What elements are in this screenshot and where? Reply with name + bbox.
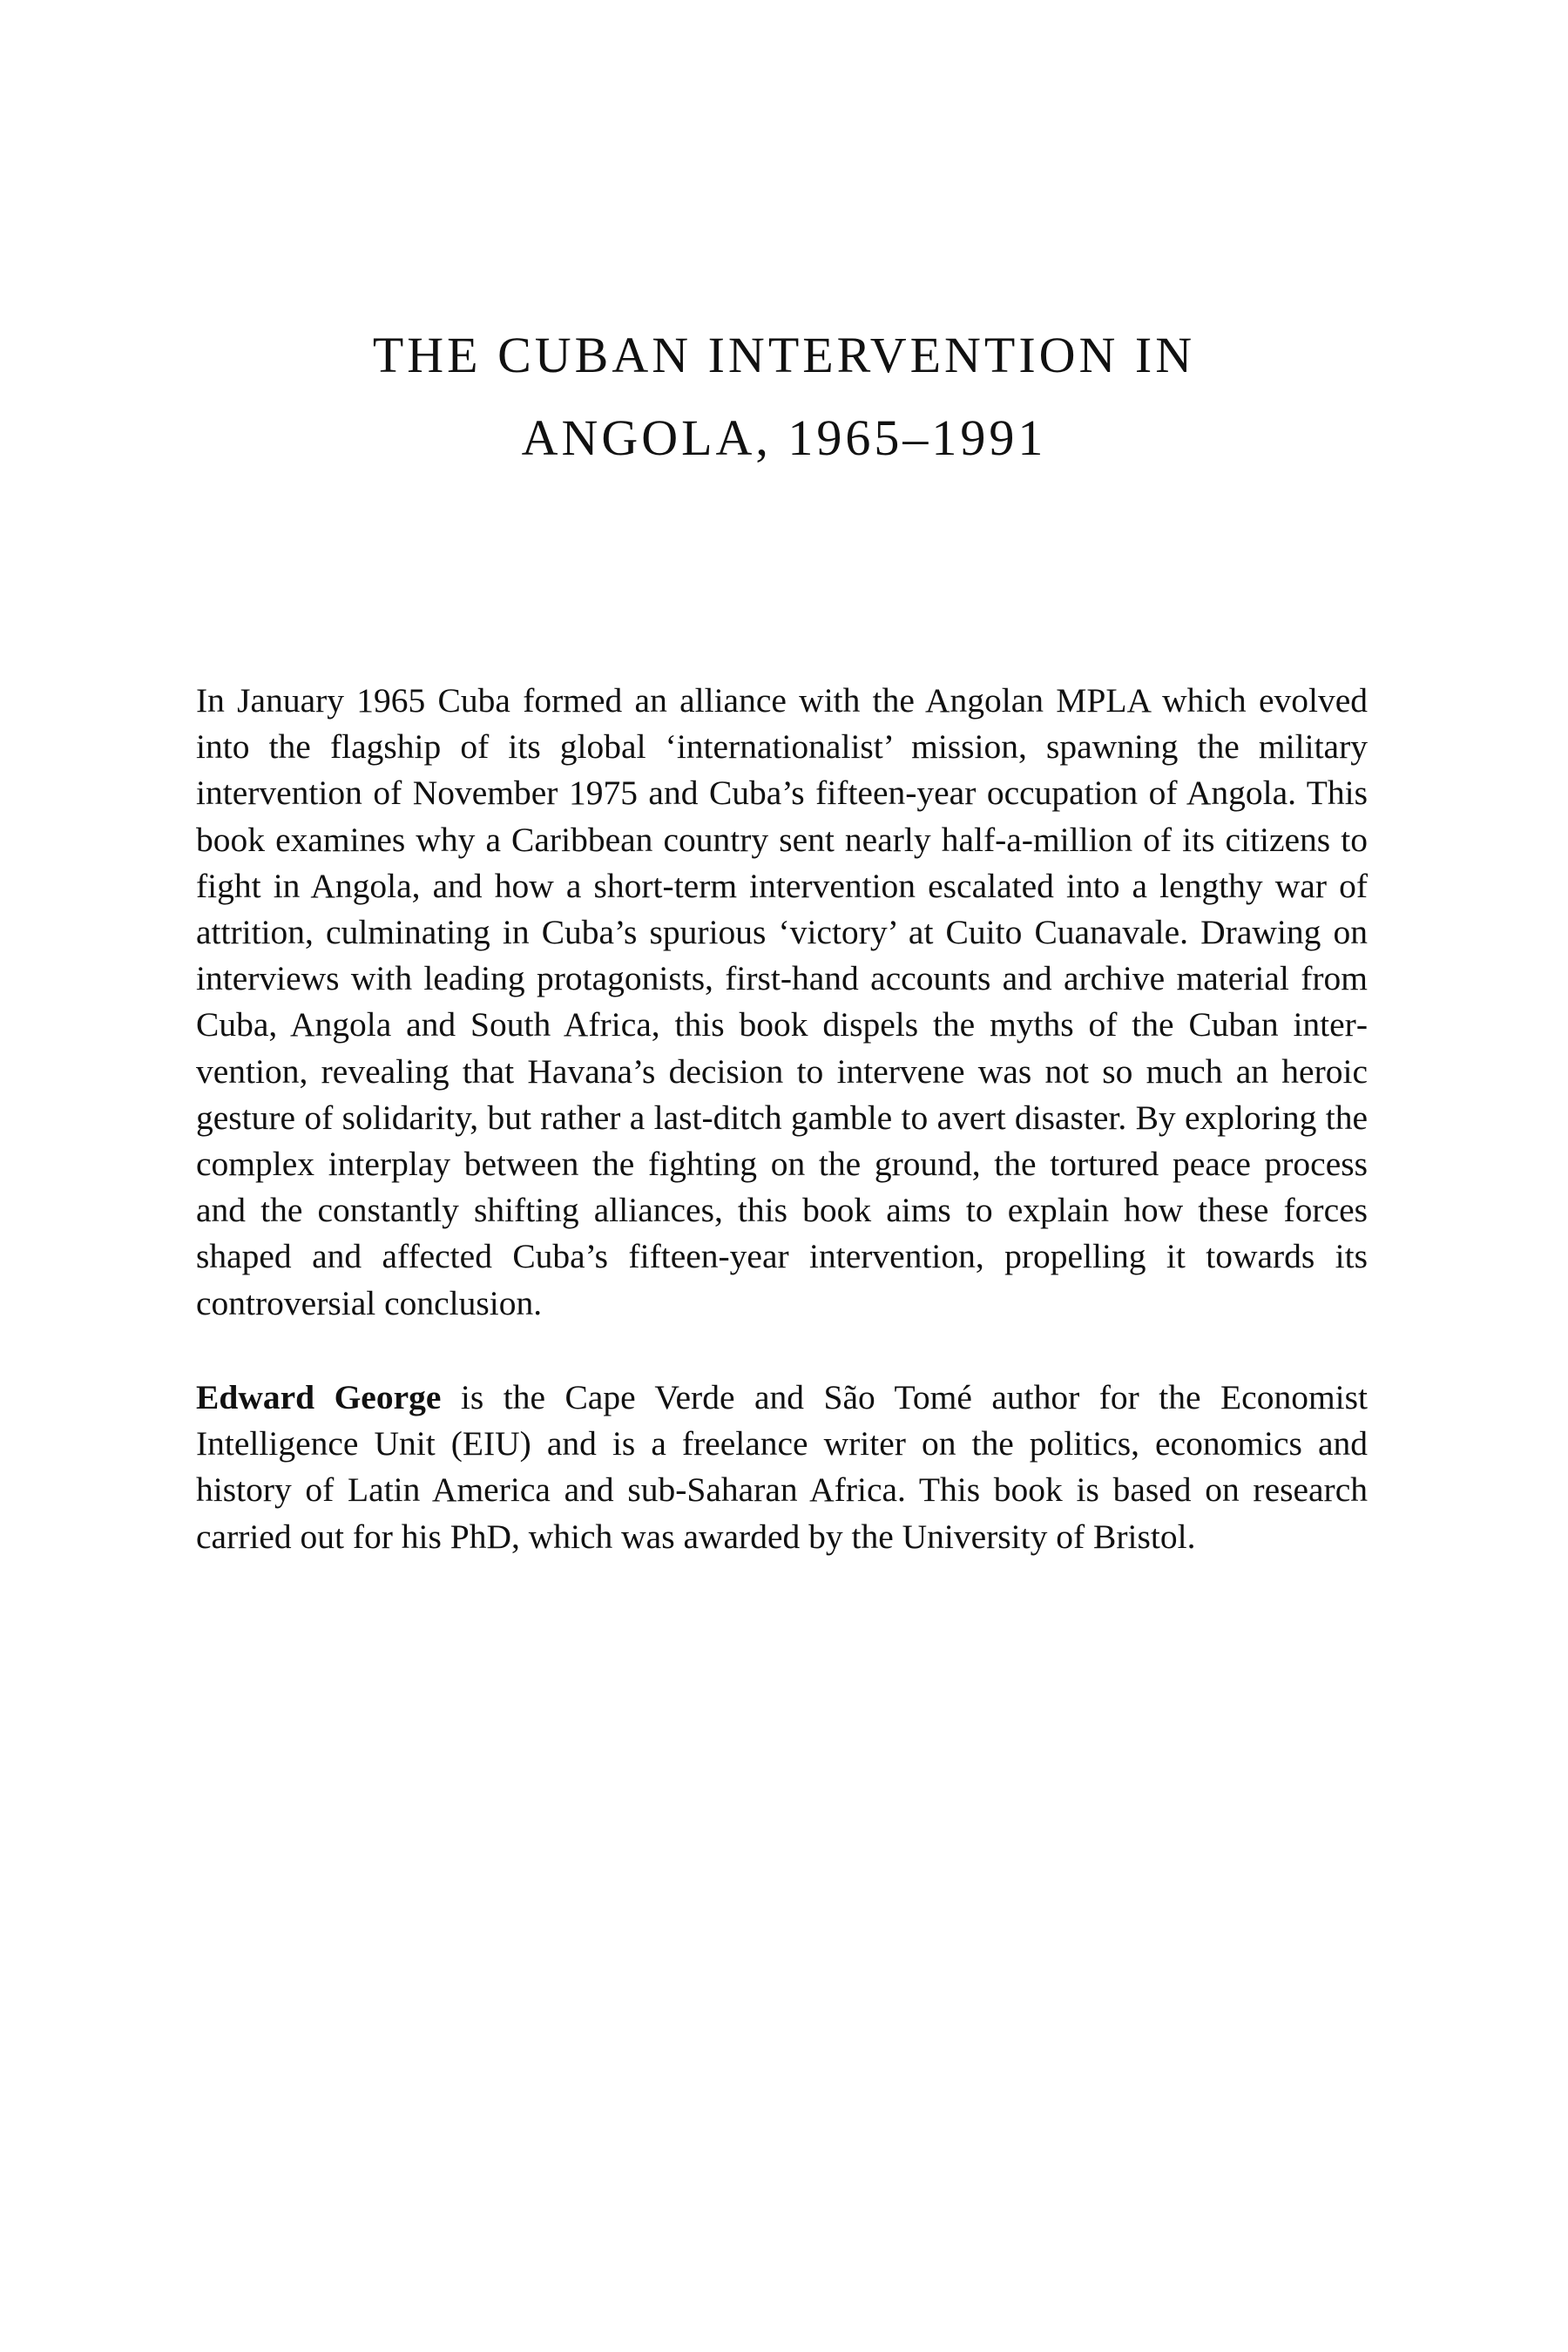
title-line-1: THE CUBAN INTERVENTION IN — [372, 327, 1196, 383]
title-line-2: ANGOLA, 1965–1991 — [521, 409, 1047, 466]
author-bio-text: is the Cape Verde and São Tomé author for the Economist Intelligence Unit (EIU) and is a freelance writer on the politics, economics and history of Latin America and sub-Saharan Africa. This book is based on research carried out for his PhD, which was awarded by the University of Bristol. — [196, 1378, 1368, 1556]
author-biography — [196, 1375, 1368, 1560]
book-title — [196, 314, 1372, 479]
author-name: Edward George — [196, 1378, 442, 1416]
book-description: In January 1965 Cuba formed an alliance with the Angolan MPLA which evolved into the flagship of its global ‘internationalist’ mission, spawning the military intervention of November 1975 and Cuba’s fifteen-year occupation of Angola. This book examines why a Caribbean country sent nearly half-a-million of its citizens to fight in Angola, and how a short-term intervention escalated into a lengthy war of attrition, culminating in Cuba’s spurious ‘victory’ at Cuito Cuanavale. Drawing on interviews with leading protagonists, first-hand accounts and archive material from Cuba, Angola and South Africa, this book dispels the myths of the Cuban intervention, revealing that Havana’s decision to intervene was not so much an heroic gesture of solidarity, but rather a last-ditch gamble to avert disaster. By exploring the complex interplay between the fighting on the ground, the tortured peace process and the constantly shifting alliances, this book aims to explain how these forces shaped and affected Cuba’s fifteen-year intervention, propelling it towards its controversial conclusion. — [196, 681, 1368, 1322]
